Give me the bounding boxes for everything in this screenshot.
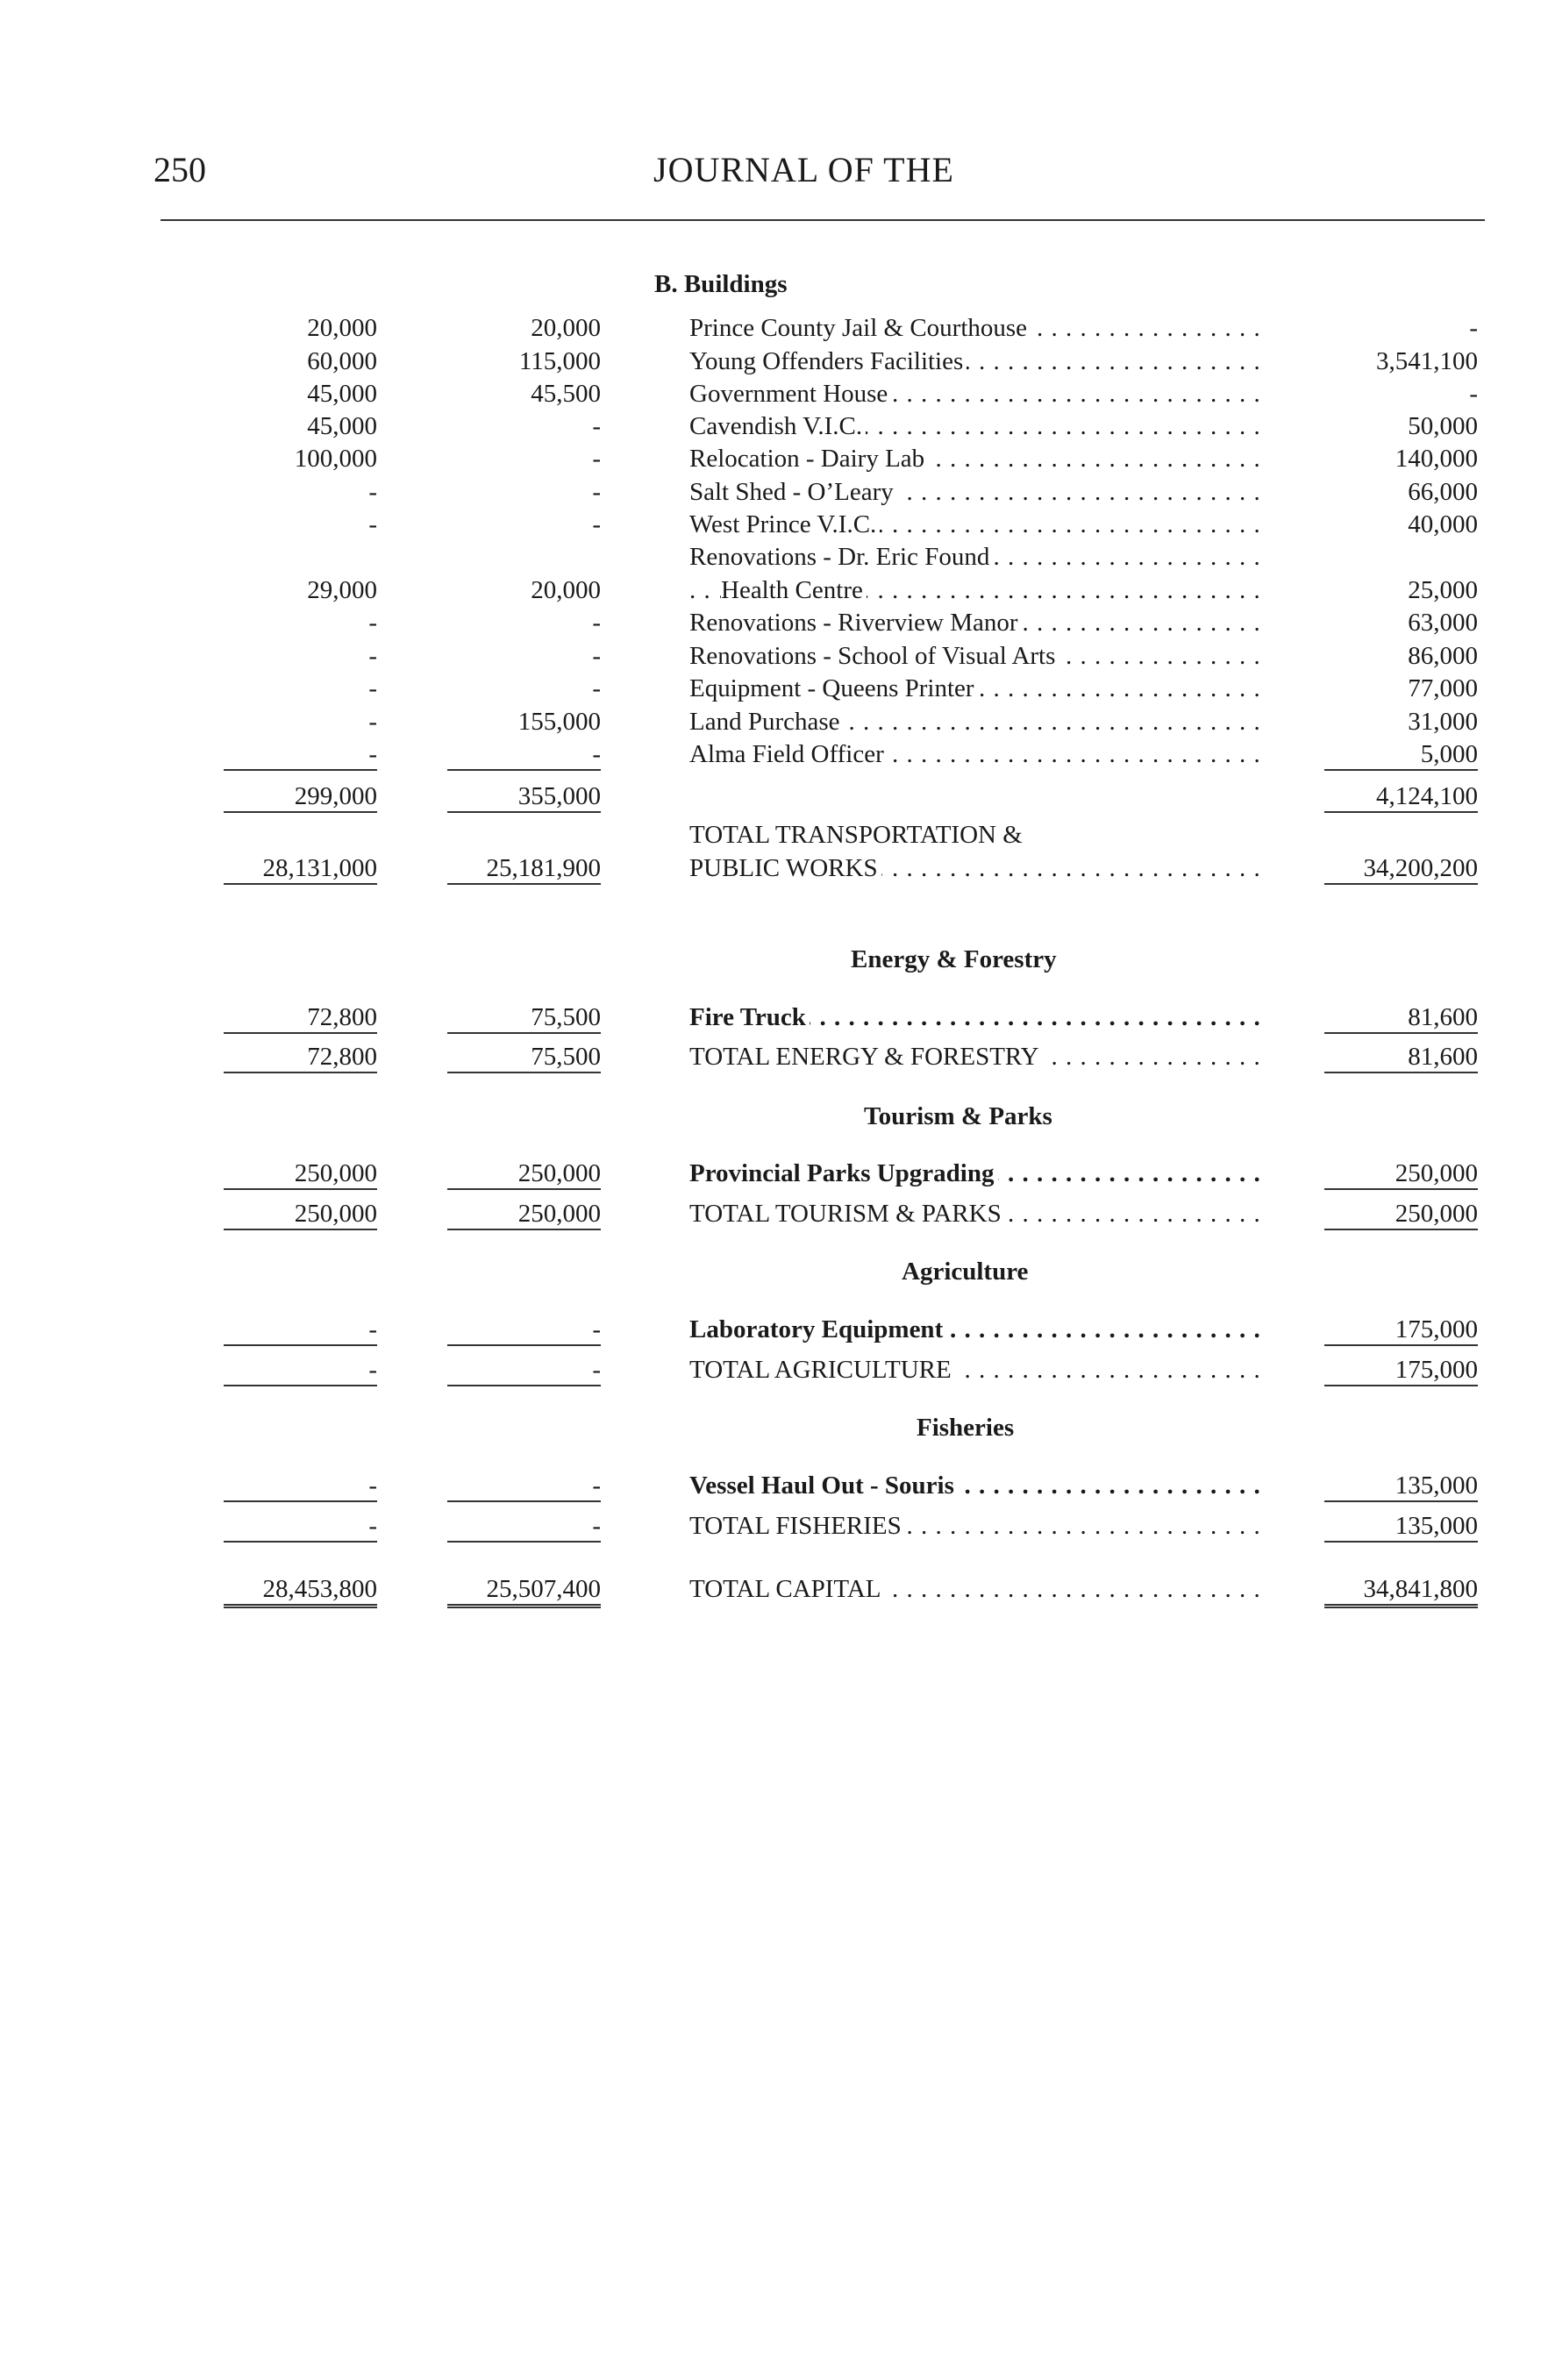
item-description: West Prince V.I.C. . . . xyxy=(689,507,1264,542)
total-label-line1: TOTAL TRANSPORTATION & xyxy=(689,821,1023,849)
table-row xyxy=(0,507,1548,542)
tourism-item-row xyxy=(0,1156,1548,1191)
total-current-estimate: 135,000 xyxy=(1298,1508,1478,1543)
table-row xyxy=(0,409,1548,444)
col-prior-actual: 20,000 xyxy=(307,314,377,342)
col-current-estimate: - xyxy=(1469,380,1478,408)
total-prior-estimate: 75,500 xyxy=(443,1039,601,1074)
agriculture-heading: Agriculture xyxy=(902,1258,1029,1286)
col-prior-estimate: - xyxy=(592,445,601,473)
running-title: JOURNAL OF THE xyxy=(653,150,954,189)
col-current-estimate: 63,000 xyxy=(1408,609,1478,637)
item-description: Land Purchase . . . xyxy=(689,704,1264,739)
col-prior-estimate: - xyxy=(443,1468,601,1503)
item-description: Prince County Jail & Courthouse . . . xyxy=(689,310,1264,346)
item-description: Provincial Parks Upgrading . . . xyxy=(689,1156,1264,1191)
transportation-total-row xyxy=(0,851,1548,886)
col-prior-estimate: - xyxy=(592,478,601,506)
col-prior-actual: 45,000 xyxy=(307,380,377,408)
fisheries-total-row xyxy=(0,1508,1548,1543)
table-row xyxy=(0,474,1548,509)
table-row xyxy=(0,344,1548,379)
table-row xyxy=(0,737,1548,772)
subtotal-prior-actual: 299,000 xyxy=(224,779,377,814)
total-prior-actual: - xyxy=(224,1508,377,1543)
total-label: TOTAL FISHERIES . . . xyxy=(689,1508,1264,1543)
energy-item-row xyxy=(0,1000,1548,1035)
col-current-estimate: - xyxy=(1469,314,1478,342)
total-label: TOTAL ENERGY & FORESTRY . . . xyxy=(689,1039,1264,1074)
total-label-line2: PUBLIC WORKS . . . xyxy=(689,851,1264,886)
col-prior-actual: 29,000 xyxy=(307,576,377,604)
total-label: TOTAL TOURISM & PARKS . . . xyxy=(689,1196,1264,1231)
capital-total-row xyxy=(0,1571,1548,1607)
col-prior-estimate: - xyxy=(592,510,601,538)
total-prior-actual: 72,800 xyxy=(224,1039,377,1074)
total-label: TOTAL AGRICULTURE . . . xyxy=(689,1352,1264,1387)
col-prior-actual: - xyxy=(368,609,377,637)
col-current-estimate: 86,000 xyxy=(1408,642,1478,670)
table-row xyxy=(0,605,1548,640)
table-row xyxy=(0,310,1548,346)
item-description: Cavendish V.I.C. . . . xyxy=(689,409,1264,444)
energy-total-row xyxy=(0,1039,1548,1074)
col-current-estimate: 5,000 xyxy=(1298,737,1478,772)
item-description: Alma Field Officer . . . xyxy=(689,737,1264,772)
total-prior-actual: 28,453,800 xyxy=(224,1571,377,1608)
item-description: Renovations - Riverview Manor . . . xyxy=(689,605,1264,640)
col-current-estimate: 135,000 xyxy=(1298,1468,1478,1503)
col-prior-actual: - xyxy=(224,1468,377,1503)
item-description: Young Offenders Facilities . . . xyxy=(689,344,1264,379)
item-description: Salt Shed - O’Leary . . . xyxy=(689,474,1264,509)
total-current-estimate: 175,000 xyxy=(1298,1352,1478,1387)
col-prior-estimate: - xyxy=(443,1312,601,1347)
col-prior-estimate: 250,000 xyxy=(443,1156,601,1191)
col-prior-estimate: - xyxy=(592,674,601,702)
col-current-estimate: 3,541,100 xyxy=(1376,347,1478,375)
fisheries-item-row xyxy=(0,1468,1548,1503)
col-prior-actual: 250,000 xyxy=(224,1156,377,1191)
col-prior-actual: 45,000 xyxy=(307,412,377,440)
col-current-estimate: 25,000 xyxy=(1408,576,1478,604)
col-prior-actual: - xyxy=(368,510,377,538)
buildings-subtotal-row xyxy=(0,779,1548,814)
table-row xyxy=(0,704,1548,739)
col-prior-estimate: 115,000 xyxy=(518,347,601,375)
col-prior-estimate: - xyxy=(592,412,601,440)
agriculture-total-row xyxy=(0,1352,1548,1387)
col-current-estimate: 140,000 xyxy=(1395,445,1478,473)
total-prior-estimate: - xyxy=(443,1508,601,1543)
col-current-estimate: 250,000 xyxy=(1298,1156,1478,1191)
col-prior-actual: 72,800 xyxy=(224,1000,377,1035)
agriculture-item-row xyxy=(0,1312,1548,1347)
item-description: Equipment - Queens Printer . . . xyxy=(689,671,1264,706)
table-row xyxy=(0,376,1548,411)
table-row xyxy=(0,441,1548,476)
col-prior-actual: 60,000 xyxy=(307,347,377,375)
subtotal-prior-estimate: 355,000 xyxy=(443,779,601,814)
item-description: Government House . . . xyxy=(689,376,1264,411)
table-row xyxy=(0,671,1548,706)
col-current-estimate: 77,000 xyxy=(1408,674,1478,702)
item-description: Renovations - School of Visual Arts . . . xyxy=(689,638,1264,673)
col-prior-actual: - xyxy=(368,674,377,702)
col-prior-estimate: - xyxy=(592,642,601,670)
total-prior-actual: 28,131,000 xyxy=(224,851,377,886)
header-rule xyxy=(161,219,1485,221)
total-current-estimate: 81,600 xyxy=(1298,1039,1478,1074)
buildings-heading: B. Buildings xyxy=(654,270,788,298)
col-prior-estimate: - xyxy=(592,609,601,637)
fisheries-heading: Fisheries xyxy=(917,1414,1015,1442)
total-current-estimate: 34,841,800 xyxy=(1298,1571,1478,1608)
total-label: TOTAL CAPITAL . . . xyxy=(689,1571,1264,1607)
total-current-estimate: 250,000 xyxy=(1298,1196,1478,1231)
subtotal-current-estimate: 4,124,100 xyxy=(1298,779,1478,814)
item-description: Vessel Haul Out - Souris . . . xyxy=(689,1468,1264,1503)
col-prior-actual: - xyxy=(368,478,377,506)
table-row xyxy=(0,573,1548,608)
col-prior-estimate: 75,500 xyxy=(443,1000,601,1035)
item-description: Renovations - Dr. Eric Found . . . xyxy=(689,539,1264,574)
col-prior-actual: - xyxy=(224,737,377,772)
col-prior-estimate: 20,000 xyxy=(531,576,601,604)
item-description: Health Centre . . . xyxy=(689,573,1264,608)
tourism-heading: Tourism & Parks xyxy=(864,1102,1052,1130)
col-current-estimate: 40,000 xyxy=(1408,510,1478,538)
total-prior-estimate: - xyxy=(443,1352,601,1387)
col-prior-estimate: 45,500 xyxy=(531,380,601,408)
col-current-estimate: 175,000 xyxy=(1298,1312,1478,1347)
col-prior-estimate: 20,000 xyxy=(531,314,601,342)
item-description: Relocation - Dairy Lab . . . xyxy=(689,441,1264,476)
col-prior-estimate: - xyxy=(443,737,601,772)
col-prior-actual: - xyxy=(368,642,377,670)
col-prior-actual: - xyxy=(368,708,377,736)
total-prior-actual: - xyxy=(224,1352,377,1387)
total-prior-actual: 250,000 xyxy=(224,1196,377,1231)
table-row xyxy=(0,539,1548,574)
total-prior-estimate: 25,507,400 xyxy=(443,1571,601,1608)
table-row xyxy=(0,638,1548,673)
total-prior-estimate: 250,000 xyxy=(443,1196,601,1231)
col-current-estimate: 50,000 xyxy=(1408,412,1478,440)
col-current-estimate: 31,000 xyxy=(1408,708,1478,736)
col-prior-actual: 100,000 xyxy=(294,445,377,473)
col-prior-actual: - xyxy=(224,1312,377,1347)
item-description: Laboratory Equipment . . . xyxy=(689,1312,1264,1347)
page-number: 250 xyxy=(153,150,206,189)
col-current-estimate: 81,600 xyxy=(1298,1000,1478,1035)
transportation-total-label-row xyxy=(0,817,1548,852)
total-prior-estimate: 25,181,900 xyxy=(443,851,601,886)
item-description: Fire Truck . . . xyxy=(689,1000,1264,1035)
col-current-estimate: 66,000 xyxy=(1408,478,1478,506)
tourism-total-row xyxy=(0,1196,1548,1231)
col-prior-estimate: 155,000 xyxy=(517,708,601,736)
energy-heading: Energy & Forestry xyxy=(851,945,1057,973)
total-current-estimate: 34,200,200 xyxy=(1298,851,1478,886)
